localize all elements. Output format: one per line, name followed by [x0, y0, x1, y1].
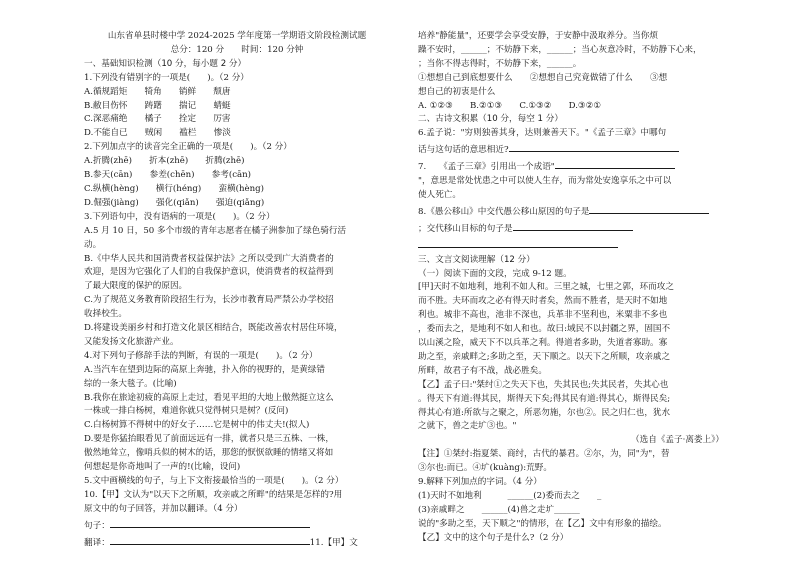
- option-line: A.当汽车在望到边际的高原上奔驰，扑入你的视野的，是黄绿错: [84, 364, 325, 375]
- option-line: 欢迎，是因为它强化了人们的自我保护意识，使消费者的权益得到: [84, 267, 334, 278]
- question-line: 3.下列语句中，没有语病的一项是( )。（2 分）: [84, 211, 275, 222]
- option-line: 何想起是你奇地叫了一声的!(比喻，设问): [84, 462, 241, 473]
- option-line: C.白杨树算不得树中的好女子……它是树中的伟丈夫!(拟人): [84, 420, 310, 431]
- option-line: D.要是你猛抬眼看见了前面远远有一排，就者只是三五株、一株，: [84, 434, 334, 445]
- section-heading: 二、古诗文积累（10 分，每空 1 分）: [418, 114, 563, 125]
- question-line: 10.【甲】文认为"以天下之所顺，攻亲戚之所畔"的结果是怎样的?用: [84, 489, 343, 500]
- sentence-label: 句子：: [84, 520, 110, 531]
- question-line: 7. 《孟子三章》引用出一个成语": [418, 158, 724, 175]
- question-line: (3)亲戚畔之 ______(4)兽之走圹______: [418, 504, 580, 515]
- passage-line: 助之至，亲戚畔之;多助之至，天下顺之。以天下之所顺，攻亲戚之: [418, 351, 671, 362]
- option-line: C.为了规范义务教育阶段招生行为，长沙市教育局严禁公办学校招: [84, 295, 334, 306]
- passage-line: 以山溪之险，威天下不以兵革之利。得道者多助，失道者寡助。寡: [418, 338, 668, 349]
- answer-line: [418, 237, 724, 254]
- question-line: 9.解释下列加点的字词。（4 分）: [418, 477, 542, 488]
- option-line: D.不能自已 贼闲 褴栏 惨淡: [84, 128, 231, 139]
- option-line: 了最大限度的保护的原因。: [84, 281, 188, 292]
- question-line: "，意思是常处忧患之中可以使人生存，而为常处安逸享乐之中可以: [418, 176, 672, 187]
- question-line: 【乙】文中的这个句子是什么?（2 分）: [418, 532, 569, 543]
- note-line: ③尔也:而已。④圹(kuàng):荒野。: [418, 463, 552, 474]
- question-line: 1.下列没有错别字的一项是( )。（2 分）: [84, 72, 249, 83]
- question-line: ；交代移山目标的句子是: [418, 220, 724, 237]
- question-line: 8.《愚公移山》中交代愚公移山原因的句子是: [418, 203, 724, 220]
- answer-blank[interactable]: [589, 203, 709, 214]
- section-heading: 一、基础知识检测（10 分，每小题 2 分）: [84, 58, 247, 69]
- question-line: (1)天时不如地利 ______(2)委而去之 _: [418, 491, 602, 501]
- section-heading: 三、文言文阅读理解（12 分）: [418, 254, 535, 265]
- instruction-line: （一）阅读下面的文段，完成 9-12 题。: [418, 268, 572, 279]
- answer-blank[interactable]: [110, 534, 310, 545]
- option-line: B.我你在旅途初疲的高原上走过，看见平坦的大地上傲然挺立这么: [84, 392, 334, 403]
- answer-blank[interactable]: [513, 220, 633, 231]
- option-line: 动。: [84, 239, 102, 250]
- question-line: 话与这句话的意思相近?: [418, 141, 724, 158]
- left-column: [84, 30, 390, 551]
- question-line: 2.下列加点字的读音完全正确的一项是( )。（2 分）: [84, 142, 292, 153]
- option-line: C.深恶痛绝 橘子 拴定 厉害: [84, 114, 231, 125]
- answer-blank[interactable]: [418, 237, 618, 248]
- option-line: B.参天(cān) 参差(chēn) 参考(cān): [84, 170, 252, 181]
- question-line: 6.孟子说："穷则独善其身，达则兼善天下。"《孟子三章》中哪句: [418, 128, 667, 139]
- next-question-stub: 11.【甲】文: [309, 537, 358, 548]
- note-line: 【注】①桀纣:指夏桀、商纣，古代的暴君。②尔，为，同"为"，替: [418, 449, 670, 460]
- passage-line: 得其心有道:所欲与之聚之，所恶勿施，尔也②。民之归仁也，犹水: [418, 407, 671, 418]
- option-line: A.5 月 10 日，50 多个市级的青年志愿者在橘子洲参加了绿色骑行活: [84, 225, 347, 236]
- option-line: D.倔强(jiàng) 强化(qiǎn) 强迫(qiǎng): [84, 197, 265, 208]
- translation-label: 翻译：: [84, 537, 110, 548]
- source-citation: （选自《孟子·离娄上》）: [631, 435, 724, 446]
- right-column: [418, 30, 724, 546]
- option-line: 傲然地耸立，像哨兵似的树木的话，那您的恹恹欲睡的情绪又将如: [84, 448, 334, 459]
- answer-translation-line: [84, 534, 390, 551]
- passage-line: 而不胜。夫环而攻之必有得天时者矣，然而不胜者，是天时不如地: [418, 296, 668, 307]
- passage-line: 利也。城非不高也，池非不深也，兵革非不坚利也，米粟非不多也: [418, 310, 668, 321]
- answer-sentence-line: [84, 517, 390, 534]
- exam-subtitle: 总分：120 分 时间：120 分钟: [170, 44, 304, 55]
- passage-line: 【乙】孟子曰:"桀纣①之失天下也，失其民也;失其民者，失其心也: [418, 379, 669, 390]
- option-line: ①想想自己到底想要什么 ②想想自己究竟做错了什么 ③想: [418, 72, 668, 83]
- answer-blank[interactable]: [555, 158, 675, 169]
- option-line: 又能发扬文化旅游产业。: [84, 336, 179, 347]
- option-line: B.《中华人民共和国消费者权益保护法》之所以受到广大消费者的: [84, 253, 334, 264]
- question-line: 原文中的句子回答，并加以翻译。（4 分）: [84, 503, 243, 514]
- passage-line: ，委而去之，是地利不如人和也。故曰:域民不以封疆之界，固国不: [418, 324, 671, 335]
- passage-line: 之就下，兽之走圹③也。": [418, 421, 517, 432]
- option-line: 收择校生。: [84, 309, 127, 320]
- option-line: 综的一条大毯子。(比喻): [84, 378, 177, 389]
- answer-blank[interactable]: [509, 141, 679, 152]
- option-line: B.敝目伤怀 踌躇 揣记 蜻蜓: [84, 100, 231, 111]
- passage-line: [甲]天时不如地利，地利不如人和。三里之城，七里之郭，环而攻之: [418, 282, 674, 293]
- exam-title: 山东省单县时楼中学 2024-2025 学年度第一学期语文阶段检测试题: [107, 31, 367, 41]
- option-line: 想自己的初衷是什么: [418, 86, 496, 97]
- passage-line: 所畔，故君子有不战，战必胜矣。: [418, 365, 547, 376]
- question-line: 说的"多助之至，天下顺之"的情形，在【乙】文中有形象的描绘。: [418, 518, 667, 529]
- option-line: A.循规蹈矩 犄角 销鲜 颓唐: [84, 86, 231, 97]
- answer-blank[interactable]: [110, 517, 310, 528]
- option-line: C.纵横(hèng) 横行(héng) 蛮横(hèng): [84, 183, 265, 194]
- passage-line: 培养"静能量"，还要学会享受安静，于安静中汲取养分。当你烦: [418, 31, 658, 41]
- option-line: 一株或一排白杨树，难道你就只觉得树只是树？(反问): [84, 406, 289, 417]
- passage-line: 。得天下有道:得其民，斯得天下矣;得其民有道:得其心，斯得民矣;: [418, 393, 671, 404]
- option-line: A.折腾(zhē) 折本(zhē) 折腾(zhē): [84, 156, 245, 167]
- question-line: 5.文中画横线的句子，与上下文衔接最恰当的一项是( )。（2 分）: [84, 476, 344, 486]
- option-line: D.将建设美丽乡村和打造文化景区相结合，既能改善农村居住环境，: [84, 323, 343, 334]
- question-line: 4.对下列句子修辞手法的判断，有误的一项是( )。（2 分）: [84, 350, 318, 361]
- passage-line: ；当你不得志得时，不妨静下来，______。: [418, 58, 582, 69]
- passage-line: 躁不安时，______；不妨静下来，______；当心灰意冷时，不妨静下心来，: [418, 44, 702, 55]
- question-line: 使人死亡。: [418, 189, 461, 200]
- option-line: A. ①②③ B.②①③ C.①③② D.③②①: [418, 100, 602, 111]
